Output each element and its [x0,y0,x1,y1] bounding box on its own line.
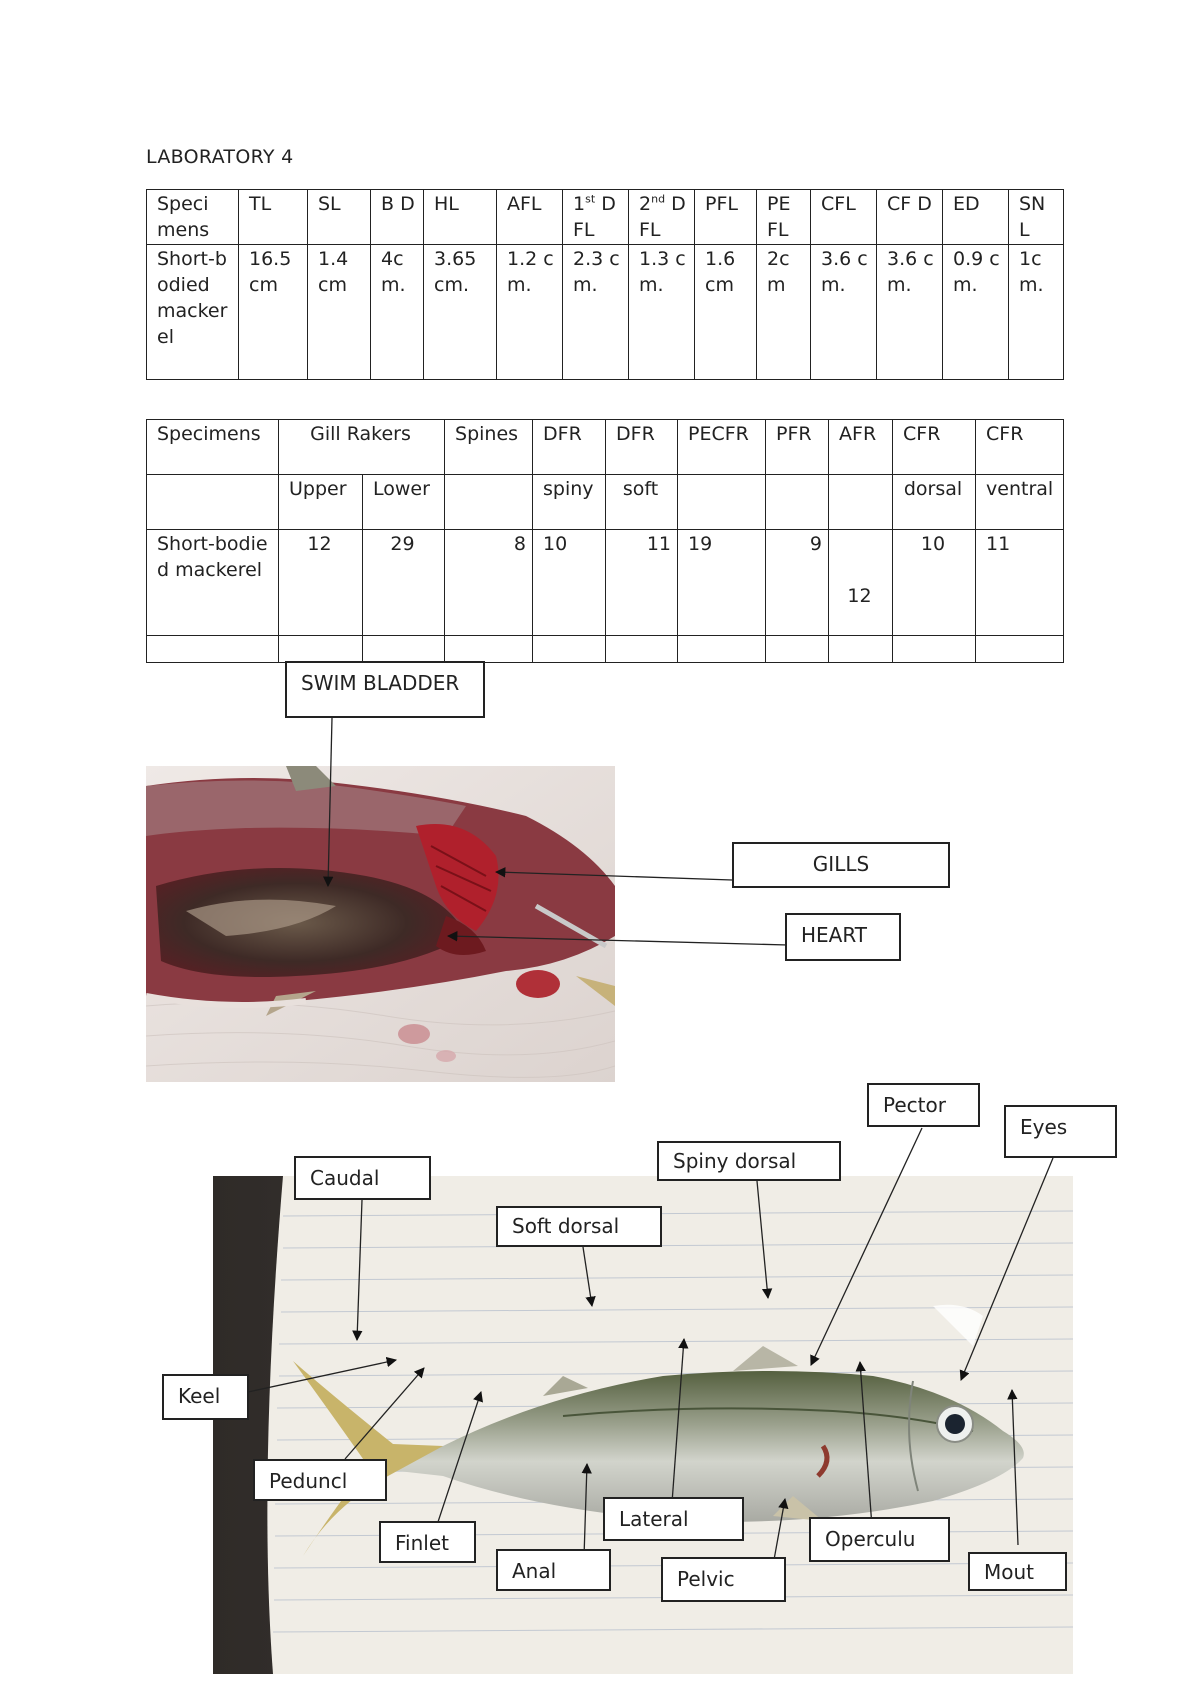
table-header-cell: AFR [829,420,893,475]
table-cell: 1.6 cm [695,245,757,380]
eyes-label: Eyes [1004,1105,1117,1158]
table-cell: Short-bodied mackerel [147,245,239,380]
table-cell: 0.9 cm. [943,245,1009,380]
header-text: DFL [573,193,616,241]
ordinal-suffix: nd [651,192,666,206]
pelvic-label: Pelvic [661,1557,786,1602]
table-header-cell: Specimens [147,420,279,475]
table-header-cell: HL [424,190,497,245]
table-cell: 19 [678,530,766,636]
keel-label: Keel [162,1374,249,1420]
page-title: LABORATORY 4 [146,146,294,168]
lateral-label: Lateral [603,1497,744,1541]
table-header-cell: DFR [533,420,606,475]
anal-label: Anal [496,1549,611,1591]
table-header-cell: TL [239,190,308,245]
table-header-cell: SN L [1009,190,1064,245]
table-header-cell: PE FL [757,190,811,245]
pector-label: Pector [867,1083,980,1127]
mout-label: Mout [968,1552,1067,1591]
ordinal-number: 2 [639,193,652,215]
table-cell: 1.3 cm. [629,245,695,380]
table-header-cell: Spines [445,420,533,475]
table-header-cell: soft [606,475,678,530]
table-header-cell: B D [371,190,424,245]
finlet-label: Finlet [379,1521,476,1563]
table-cell: 10 [533,530,606,636]
table-cell: 3.6 cm. [877,245,943,380]
table-cell: 11 [606,530,678,636]
spiny-dorsal-label: Spiny dorsal [657,1141,841,1181]
soft-dorsal-label: Soft dorsal [496,1206,662,1247]
table-header-cell: ED [943,190,1009,245]
table-header-cell: SL [308,190,371,245]
table-cell: 3.65 cm. [424,245,497,380]
table-header-cell: CFL [811,190,877,245]
table-cell: Short-bodied mackerel [147,530,279,636]
heart-label: HEART [785,913,901,961]
table-header-cell: spiny [533,475,606,530]
table-cell: 2.3 cm. [563,245,629,380]
table-cell: 1.4 cm [308,245,371,380]
table-cell: 4cm. [371,245,424,380]
table-header-cell: CFR [976,420,1064,475]
ordinal-suffix: st [585,192,596,206]
table-cell: 11 [976,530,1064,636]
table-header-cell: Upper [279,475,363,530]
table-cell: 12 [829,530,893,636]
table-cell: 3.6 cm. [811,245,877,380]
table-header-cell: AFL [497,190,563,245]
peduncl-label: Peduncl [253,1459,387,1501]
table-header-cell: ventral [976,475,1064,530]
table-cell: 16.5cm [239,245,308,380]
table-header-cell: Speci mens [147,190,239,245]
caudal-label: Caudal [294,1156,431,1200]
ordinal-number: 1 [573,193,586,215]
table-cell: 29 [363,530,445,636]
table-header-cell: Gill Rakers [279,420,445,475]
table-cell: 1cm. [1009,245,1064,380]
table-header-cell: CFR [893,420,976,475]
table-cell: 12 [279,530,363,636]
table-cell: 9 [766,530,829,636]
header-text: DFL [639,193,686,241]
table-header-cell: CF D [877,190,943,245]
table-cell: 1.2 cm. [497,245,563,380]
table-header-cell: PFR [766,420,829,475]
table-header-cell: PFL [695,190,757,245]
table-header-cell: dorsal [893,475,976,530]
table-cell: 8 [445,530,533,636]
table-cell: 2cm [757,245,811,380]
table-header-cell: Lower [363,475,445,530]
table-header-cell: PECFR [678,420,766,475]
operculu-label: Operculu [809,1517,950,1562]
table-header-cell: DFR [606,420,678,475]
table-cell: 10 [893,530,976,636]
gills-label: GILLS [732,842,950,888]
swim-bladder-label: SWIM BLADDER [285,661,485,718]
